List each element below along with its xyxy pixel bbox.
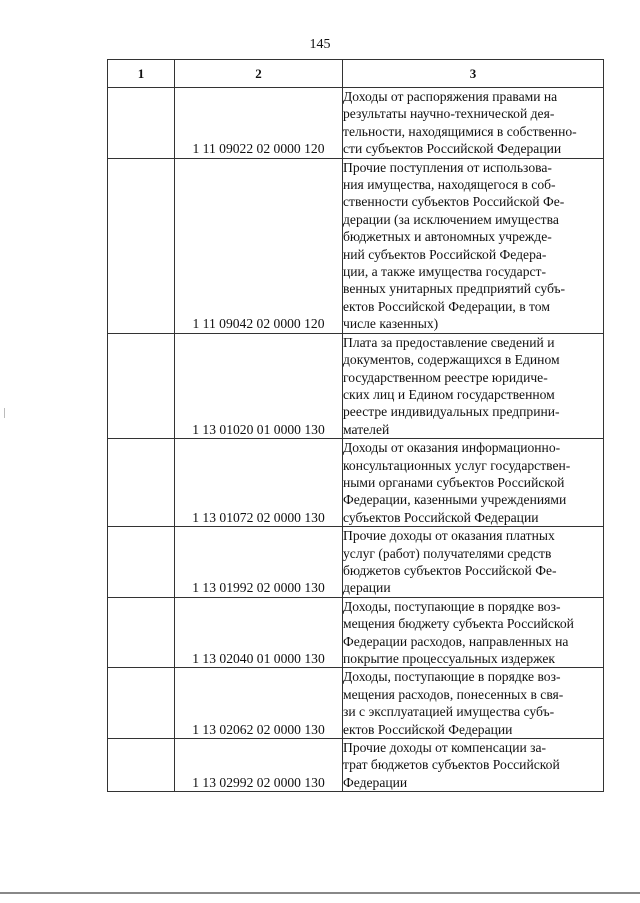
description-line: реестре индивидуальных предприни- bbox=[343, 404, 560, 420]
description-line: Доходы от оказания информационно- bbox=[343, 440, 561, 456]
description-line: бюджетов субъектов Российской Фе- bbox=[343, 562, 557, 578]
description-line: Доходы от распоряжения правами на bbox=[343, 89, 558, 104]
page-bottom-edge bbox=[0, 892, 640, 894]
description-line: Прочие поступления от использова- bbox=[343, 159, 552, 175]
revenue-code-cell: 1 11 09042 02 0000 120 bbox=[175, 158, 343, 333]
description-line: Прочие доходы от оказания платных bbox=[343, 528, 555, 544]
description-line: государственном реестре юридиче- bbox=[343, 369, 548, 385]
description-line: ектов Российской Федерации bbox=[343, 721, 513, 737]
description-line: субъектов Российской Федерации bbox=[343, 509, 539, 525]
description-line: Федерации расходов, направленных на bbox=[343, 633, 569, 649]
revenue-description-cell bbox=[343, 668, 604, 739]
description-line: ственности субъектов Российской Фе- bbox=[343, 194, 565, 210]
row-column-1-cell bbox=[108, 439, 175, 527]
description-line: результаты научно-технической дея- bbox=[343, 106, 555, 122]
table-row bbox=[108, 739, 604, 792]
column-header-1: 1 bbox=[108, 60, 175, 88]
table-body bbox=[108, 88, 604, 792]
row-column-1-cell bbox=[108, 668, 175, 739]
scan-edge-mark bbox=[4, 408, 5, 418]
description-line: тельности, находящимися в собственно- bbox=[343, 123, 577, 139]
revenue-code-cell: 1 13 01072 02 0000 130 bbox=[175, 439, 343, 527]
description-line: Федерации, казенными учреждениями bbox=[343, 492, 567, 508]
revenue-description-cell bbox=[343, 88, 604, 159]
table-row bbox=[108, 439, 604, 527]
description-line: Плата за предоставление сведений и bbox=[343, 334, 555, 350]
revenue-description-cell bbox=[343, 333, 604, 438]
description-line: трат бюджетов субъектов Российской bbox=[343, 757, 560, 773]
revenue-code-cell: 1 13 02040 01 0000 130 bbox=[175, 597, 343, 668]
description-line: числе казенных) bbox=[343, 316, 439, 332]
description-line: мещения бюджету субъекта Российской bbox=[343, 616, 574, 632]
table-row bbox=[108, 158, 604, 333]
description-line: Прочие доходы от компенсации за- bbox=[343, 740, 547, 756]
row-column-1-cell bbox=[108, 527, 175, 598]
revenue-classification-table bbox=[107, 59, 604, 792]
description-line: Доходы, поступающие в порядке воз- bbox=[343, 669, 561, 685]
revenue-code-cell: 1 13 01992 02 0000 130 bbox=[175, 527, 343, 598]
column-header-3: 3 bbox=[343, 60, 604, 88]
table-row bbox=[108, 333, 604, 438]
revenue-code-cell: 1 13 02062 02 0000 130 bbox=[175, 668, 343, 739]
table-row bbox=[108, 88, 604, 159]
description-line: ских лиц и Едином государственном bbox=[343, 386, 555, 402]
page-number: 145 bbox=[309, 37, 331, 52]
revenue-code-cell: 1 13 02992 02 0000 130 bbox=[175, 739, 343, 792]
description-line: покрытие процессуальных издержек bbox=[343, 651, 556, 666]
row-column-1-cell bbox=[108, 739, 175, 792]
description-line: ния имущества, находящегося в соб- bbox=[343, 177, 556, 193]
revenue-code-cell: 1 11 09022 02 0000 120 bbox=[175, 88, 343, 159]
description-line: мателей bbox=[343, 421, 390, 437]
column-header-2: 2 bbox=[175, 60, 343, 88]
description-line: Доходы, поступающие в порядке воз- bbox=[343, 598, 561, 614]
description-line: ектов Российской Федерации, в том bbox=[343, 298, 550, 314]
revenue-description-cell bbox=[343, 527, 604, 598]
description-line: ными органами субъектов Российской bbox=[343, 474, 565, 490]
description-line: мещения расходов, понесенных в свя- bbox=[343, 686, 564, 702]
description-line: услуг (работ) получателями средств bbox=[343, 545, 552, 561]
description-line: ции, а также имущества государст- bbox=[343, 264, 547, 280]
description-line: дерации (за исключением имущества bbox=[343, 211, 559, 227]
description-line: документов, содержащихся в Едином bbox=[343, 352, 560, 368]
description-line: дерации bbox=[343, 580, 391, 596]
table-row bbox=[108, 597, 604, 668]
table-row bbox=[108, 527, 604, 598]
row-column-1-cell bbox=[108, 597, 175, 668]
revenue-description-cell bbox=[343, 158, 604, 333]
revenue-code-cell: 1 13 01020 01 0000 130 bbox=[175, 333, 343, 438]
revenue-description-cell bbox=[343, 439, 604, 527]
description-line: консультационных услуг государствен- bbox=[343, 457, 571, 473]
revenue-description-cell bbox=[343, 739, 604, 792]
description-line: венных унитарных предприятий субъ- bbox=[343, 281, 566, 297]
description-line: бюджетных и автономных учрежде- bbox=[343, 229, 552, 245]
row-column-1-cell bbox=[108, 333, 175, 438]
table-row bbox=[108, 668, 604, 739]
description-line: зи с эксплуатацией имущества субъ- bbox=[343, 704, 555, 720]
description-line: Федерации bbox=[343, 774, 408, 790]
description-line: сти субъектов Российской Федерации bbox=[343, 141, 562, 157]
row-column-1-cell bbox=[108, 158, 175, 333]
row-column-1-cell bbox=[108, 88, 175, 159]
table-header-row bbox=[108, 60, 604, 88]
description-line: ний субъектов Российской Федера- bbox=[343, 246, 547, 262]
revenue-description-cell bbox=[343, 597, 604, 668]
